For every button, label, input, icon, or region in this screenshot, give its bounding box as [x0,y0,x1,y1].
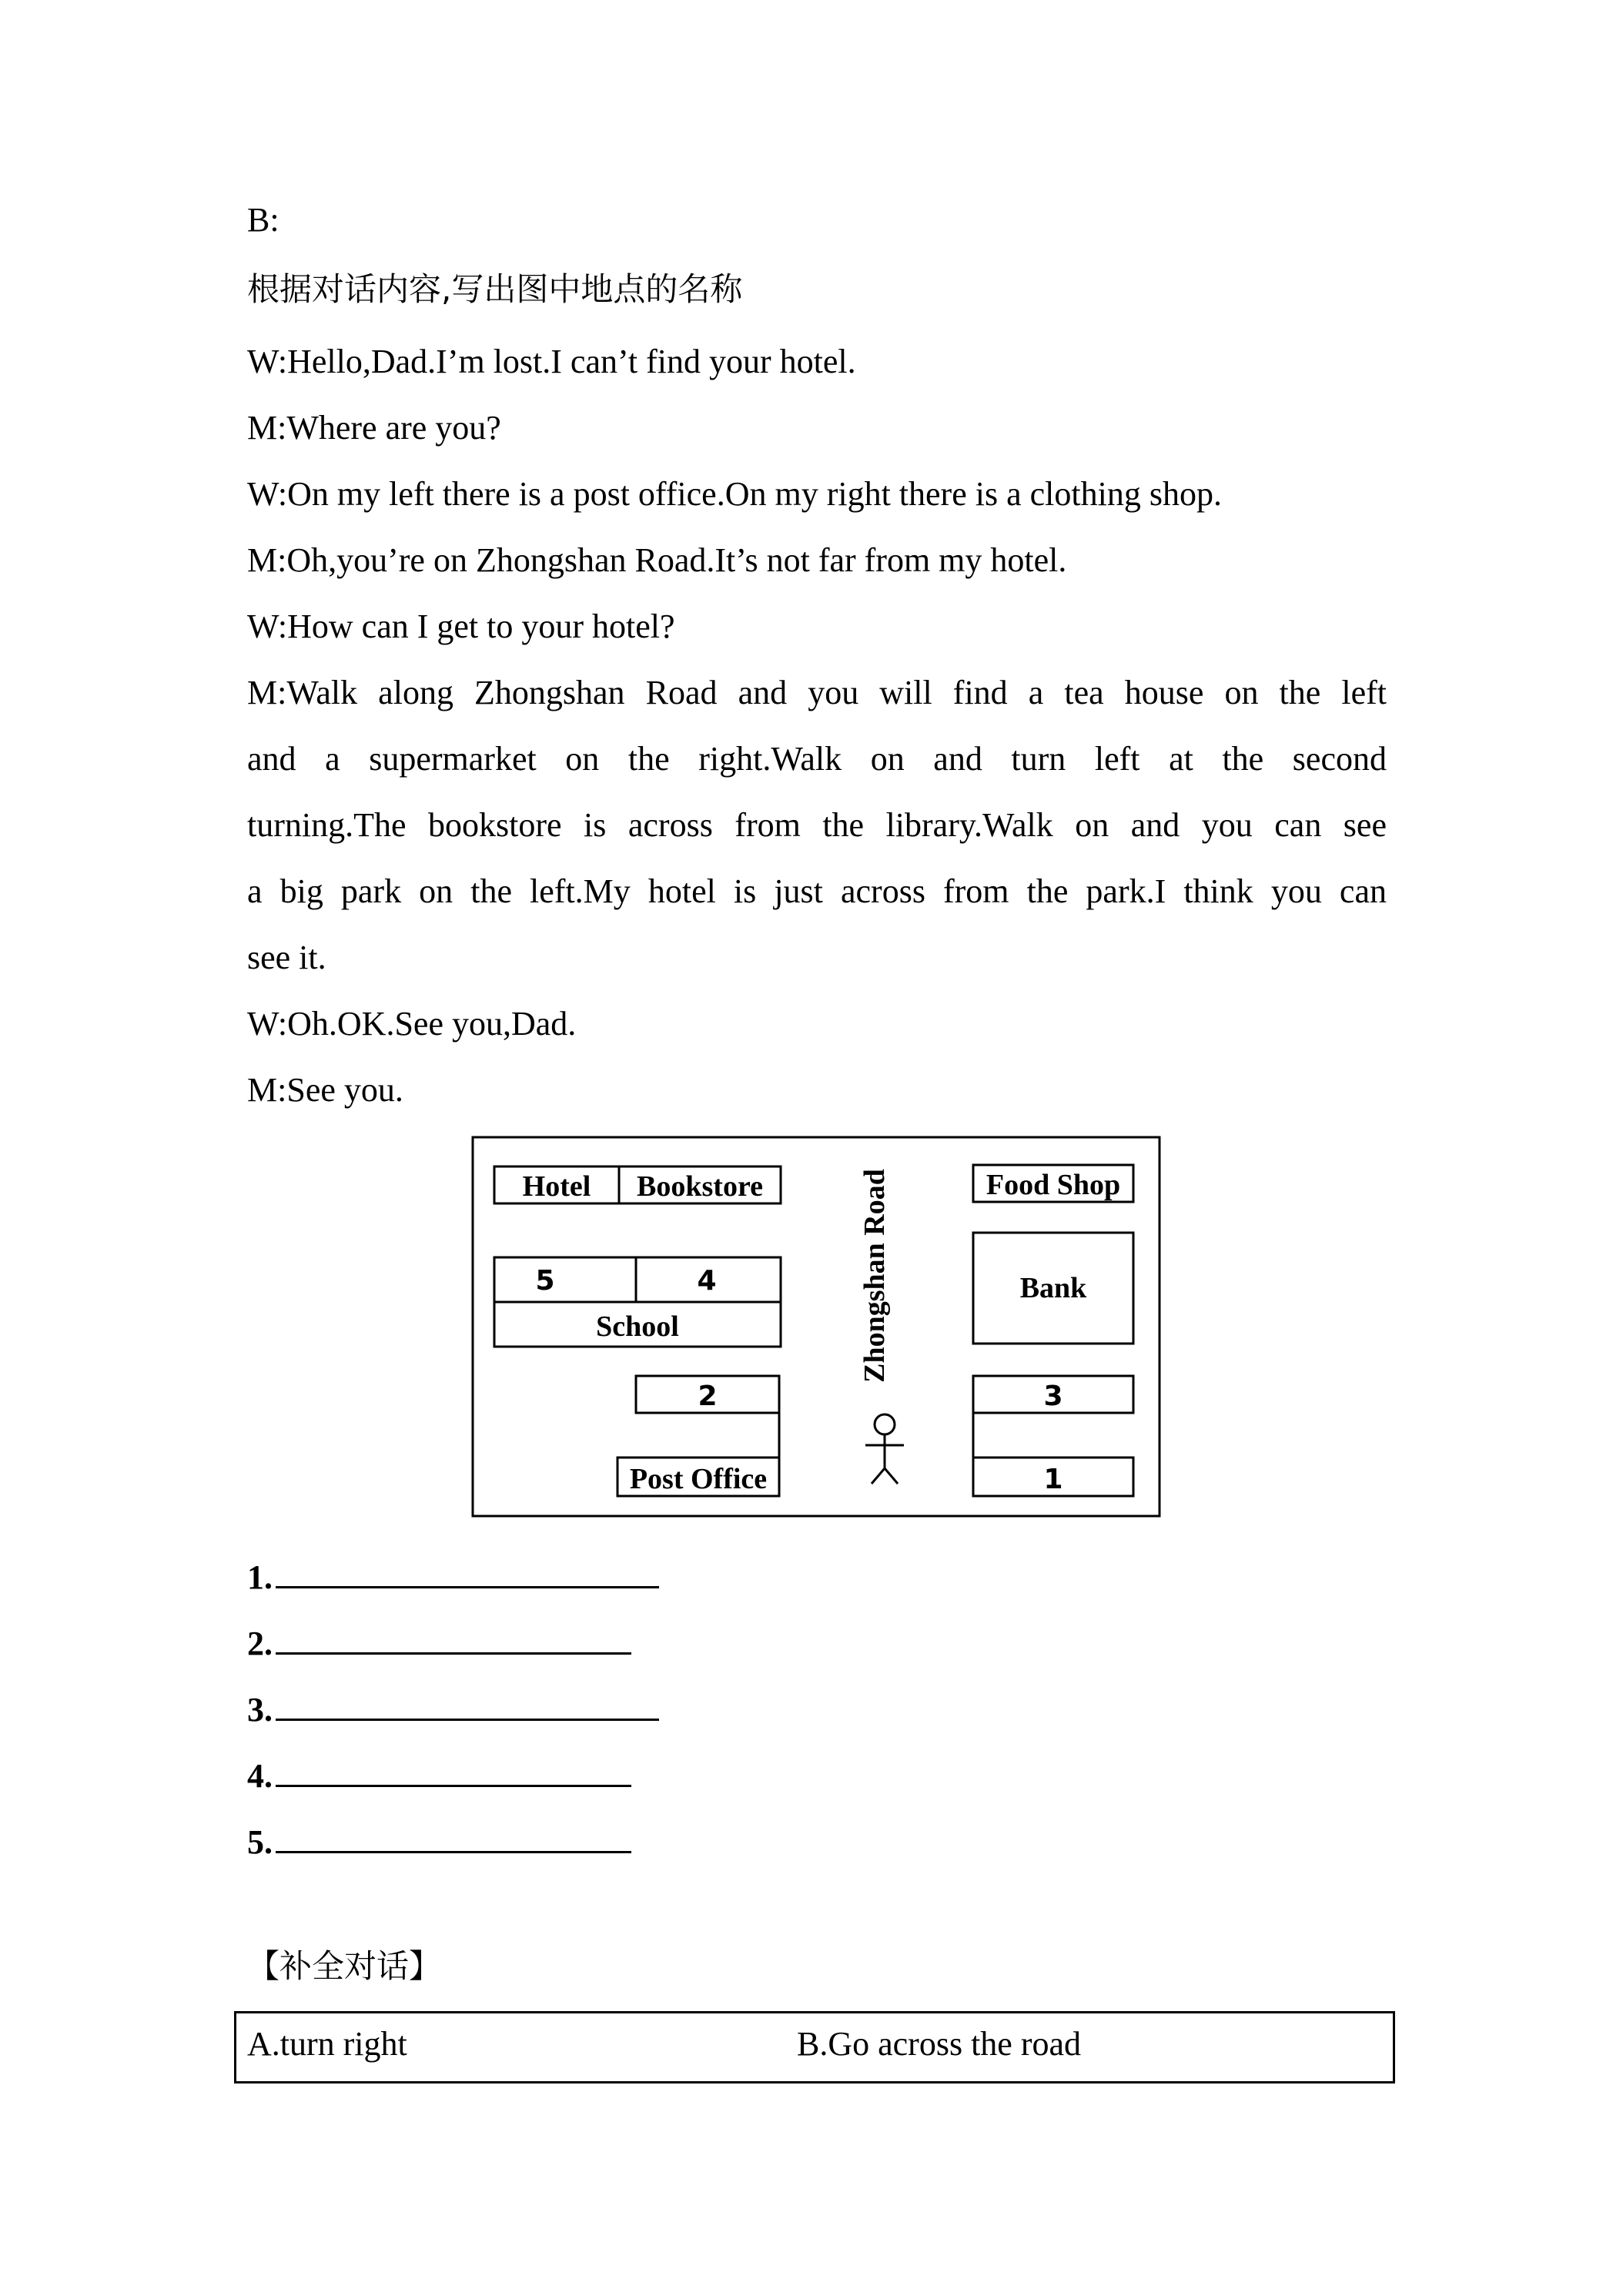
section2-title: 【补全对话】 [247,1947,442,1985]
answer-number: 5. [247,1823,273,1861]
dialogue-line: W:Oh.OK.See you,Dad. [247,1005,577,1043]
post-office-label: Post Office [629,1463,768,1495]
options-box [234,2011,1395,2083]
answer-row [247,1816,631,1866]
road-label: Zhongshan Road [858,1169,891,1383]
dialogue-line: and a supermarket on the right.Walk on and turn left at the second [247,740,1387,778]
dialogue-line: a big park on the left.My hotel is just across from the park.I think you can [247,872,1387,910]
dialogue-line: M:Where are you? [247,409,501,447]
option-b: B.Go across the road [797,2025,1082,2063]
street-map [471,1136,1161,1518]
slot-5-label: 5 [535,1265,555,1297]
answer-blank[interactable] [276,1816,631,1853]
answer-number: 1. [247,1558,273,1596]
school-label: School [596,1310,679,1343]
slot-1-label: 1 [1043,1464,1063,1495]
section-label: B: [247,201,279,239]
dialogue-line: M:See you. [247,1071,403,1109]
answer-blank[interactable] [276,1683,659,1721]
dialogue-line: see it. [247,939,326,976]
dialogue-line: turning.The bookstore is across from the library.Walk on and you can see [247,806,1387,844]
answer-row [247,1551,659,1601]
dialogue-line: W:How can I get to your hotel? [247,607,675,645]
hotel-label: Hotel [522,1170,591,1203]
bookstore-label: Bookstore [637,1170,763,1203]
answer-blank[interactable] [276,1617,631,1655]
food-shop-label: Food Shop [986,1169,1121,1201]
answer-blank[interactable] [276,1749,631,1787]
answer-row [247,1617,631,1667]
answer-number: 4. [247,1757,273,1795]
slot-2-label: 2 [698,1381,718,1412]
answer-blank[interactable] [276,1551,659,1588]
dialogue-line: W:Hello,Dad.I’m lost.I can’t find your hotel. [247,343,856,380]
option-a: A.turn right [247,2025,407,2063]
answer-row [247,1683,659,1733]
bank-label: Bank [1019,1272,1087,1304]
answer-number: 2. [247,1625,273,1662]
slot-4-label: 4 [697,1265,717,1297]
dialogue-line: M:Oh,you’re on Zhongshan Road.It’s not far from my hotel. [247,541,1067,579]
dialogue-line: M:Walk along Zhongshan Road and you will find a tea house on the left [247,674,1387,711]
instruction: 根据对话内容,写出图中地点的名称 [247,270,743,308]
slot-3-label: 3 [1043,1381,1063,1412]
person-icon [865,1414,904,1484]
answer-number: 3. [247,1691,273,1729]
dialogue-line: W:On my left there is a post office.On my right there is a clothing shop. [247,475,1222,513]
answer-row [247,1749,631,1799]
